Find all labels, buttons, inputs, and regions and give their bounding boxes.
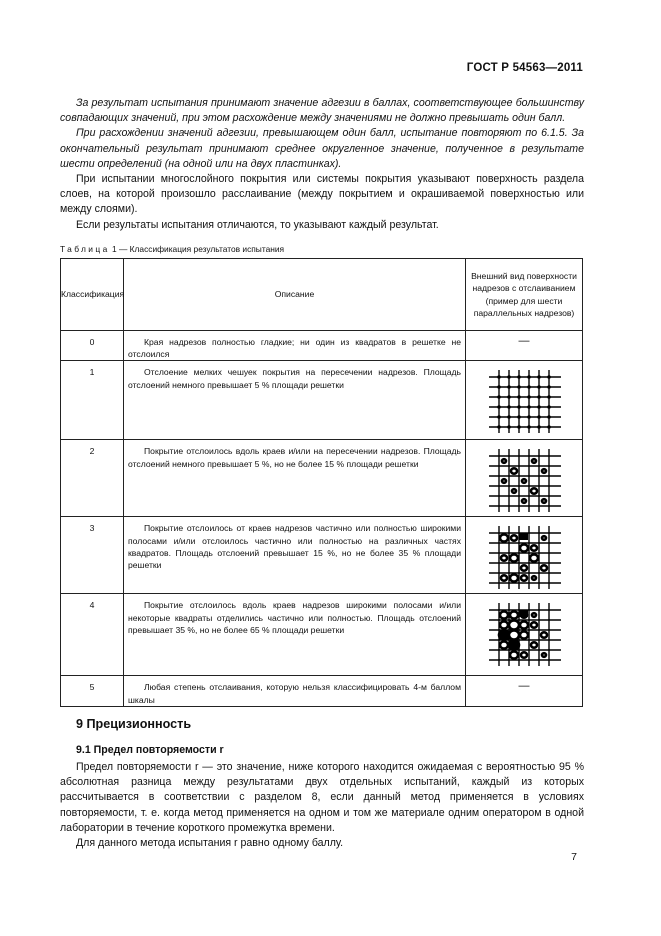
detached-area (499, 631, 509, 640)
detached-area (519, 610, 528, 617)
crosshatch-grade-2-image (483, 446, 565, 512)
table-row (61, 331, 583, 361)
table-row (61, 440, 583, 517)
flake-mark (517, 426, 521, 430)
class-description (124, 594, 466, 676)
flake-mark (547, 406, 551, 410)
detached-area (501, 576, 507, 581)
detached-area (500, 622, 508, 629)
flake-mark (527, 416, 531, 420)
detached-area (522, 500, 526, 504)
flake-mark (527, 406, 531, 410)
flake-mark (537, 386, 541, 390)
table-caption-prefix: Таблица (60, 244, 110, 254)
detached-area (531, 546, 537, 551)
flake-mark (497, 386, 501, 390)
flake-mark (537, 376, 541, 380)
flake-mark (547, 416, 551, 420)
intro-paragraph-1: За результат испытания принимают значение адгезии в баллах, соответствующее большинству совпадающих значений, при этом расхождение между значениями не должно превышать один балл. (60, 97, 584, 125)
header-description: Описание (124, 259, 466, 331)
detached-area (510, 652, 518, 659)
flake-mark (497, 376, 501, 380)
description-text: Покрытие отслоилось вдоль краев и/или на пересечении надрезов. Площадь отслоений немного превышает 5 %, но не более 15 % площади решетки (128, 446, 461, 469)
flake-mark (517, 406, 521, 410)
detached-area (532, 577, 536, 581)
detached-area (510, 575, 518, 582)
detached-area (530, 555, 538, 562)
detached-area (510, 612, 518, 619)
detached-area (541, 633, 547, 638)
detached-area (509, 621, 519, 630)
detached-area (541, 566, 547, 571)
table-caption-text: 1 — Классификация результатов испытания (111, 244, 285, 254)
class-description (124, 440, 466, 517)
class-value: 3 (61, 517, 124, 594)
class-description (124, 676, 466, 706)
flake-mark (517, 386, 521, 390)
table-row (61, 361, 583, 440)
header-classification: Классификация (61, 259, 124, 331)
detached-area (521, 566, 527, 571)
detached-area (522, 480, 526, 484)
intro-paragraph-3: При испытании многослойного покрытия или системы покрытия указывают поверхность раздела слоев, на которой произошло расслаивание (между покрытием и окрашиваемой поверхностью или между слоями). (60, 173, 584, 216)
table-row (61, 676, 583, 706)
crosshatch-grade-4-image (483, 600, 565, 666)
detached-area (520, 622, 528, 629)
detached-area (531, 643, 537, 648)
detached-area (542, 654, 546, 658)
detached-area (520, 545, 528, 552)
classification-table (60, 258, 583, 707)
flake-mark (547, 376, 551, 380)
detached-area (542, 500, 546, 504)
standard-number: ГОСТ Р 54563—2011 (466, 62, 583, 74)
description-text: Покрытие отслоилось от краев надрезов частично или полностью широкими полосами и/или отслоилось частично или полностью на различных частях квадратов. Площадь отслоений превышает 15 %, но не более 35 % площади решетки (128, 523, 461, 571)
detached-area (500, 642, 508, 649)
appearance-cell (466, 676, 583, 706)
detached-area (521, 653, 527, 658)
crosshatch-grade-1-image (483, 367, 565, 433)
flake-mark (507, 406, 511, 410)
table-caption (60, 244, 284, 254)
subsection-title: 9.1 Предел повторяемости r (76, 744, 224, 756)
page-number: 7 (571, 851, 577, 863)
flake-mark (517, 376, 521, 380)
detached-area (509, 631, 519, 640)
class-description (124, 361, 466, 440)
crosshatch-grade-3-image (483, 523, 565, 589)
detached-area (531, 489, 537, 494)
class-description (124, 517, 466, 594)
detached-area (511, 536, 517, 541)
appearance-cell (466, 517, 583, 594)
detached-area (500, 535, 508, 542)
flake-mark (517, 396, 521, 400)
description-text: Отслоение мелких чешуек покрытия на пересечении надрезов. Площадь отслоений немного превышает 5 % площади решетки (128, 367, 461, 390)
intro-paragraphs (60, 96, 584, 233)
detached-area (542, 537, 546, 541)
detached-area (502, 460, 506, 464)
detached-area (531, 623, 537, 628)
no-image-dash: — (518, 680, 530, 693)
flake-mark (537, 406, 541, 410)
section-body (60, 760, 584, 851)
flake-mark (537, 416, 541, 420)
flake-mark (497, 426, 501, 430)
appearance-cell (466, 594, 583, 676)
detached-area (521, 576, 527, 581)
appearance-cell (466, 331, 583, 361)
description-text: Покрытие отслоилось вдоль краев надрезов широкими полосами и/или некоторые квадраты отделились частично или полностью. Площадь отслоений превышает 35 %, но не более 65 % площади решетки (128, 600, 461, 635)
flake-mark (537, 396, 541, 400)
detached-area (502, 480, 506, 484)
flake-mark (507, 426, 511, 430)
appearance-cell (466, 440, 583, 517)
no-image-dash: — (518, 335, 530, 347)
flake-mark (527, 376, 531, 380)
detached-area (511, 469, 517, 474)
description-text: Края надрезов полностью гладкие; ни один из квадратов в решетке не отслоился (128, 337, 461, 360)
appearance-cell (466, 361, 583, 440)
flake-mark (507, 376, 511, 380)
detached-area (510, 555, 518, 562)
class-value: 0 (61, 331, 124, 361)
flake-mark (527, 386, 531, 390)
flake-mark (507, 386, 511, 390)
detached-area (532, 614, 536, 618)
detached-area (532, 460, 536, 464)
detached-area (519, 533, 528, 540)
intro-paragraph-4: Если результаты испытания отличаются, то указывают каждый результат. (76, 218, 439, 231)
detached-area (512, 490, 516, 494)
table-row (61, 594, 583, 676)
flake-mark (497, 416, 501, 420)
detached-area (501, 556, 507, 561)
flake-mark (527, 396, 531, 400)
flake-mark (517, 416, 521, 420)
detached-area (500, 612, 508, 619)
class-description (124, 331, 466, 361)
intro-paragraph-2: При расхождении значений адгезии, превышающем один балл, испытание повторяют по 6.1.5. За окончательный результат принимают среднее округленное значение, полученное в результате шести определений (на одной или на двух пластинках). (60, 127, 584, 170)
flake-mark (527, 426, 531, 430)
header-appearance: Внешний вид поверхности надрезов с отслаиванием (пример для шести параллельных надрезов) (466, 259, 583, 331)
flake-mark (507, 416, 511, 420)
flake-mark (507, 396, 511, 400)
detached-area (542, 470, 546, 474)
class-value: 2 (61, 440, 124, 517)
flake-mark (547, 396, 551, 400)
class-value: 4 (61, 594, 124, 676)
flake-mark (497, 406, 501, 410)
class-value: 1 (61, 361, 124, 440)
flake-mark (537, 426, 541, 430)
repeatability-paragraph: Предел повторяемости r — это значение, ниже которого находится ожидаемая с вероятностью 95 % абсолютная разница между результатами двух отдельных испытаний, каждый из которых рассчитывается в соответствии с разделом 8, если данный метод применяется в условиях повторяемости, т. е. когда метод применяется на одном и том же материале одним оператором в одной лаборатории в течение короткого промежутка времени. (60, 761, 584, 834)
repeatability-value-paragraph: Для данного метода испытания r равно одному баллу. (76, 837, 344, 850)
table-row (61, 517, 583, 594)
flake-mark (547, 426, 551, 430)
table-header-row (61, 259, 583, 331)
class-value: 5 (61, 676, 124, 706)
flake-mark (547, 386, 551, 390)
flake-mark (497, 396, 501, 400)
description-text: Любая степень отслаивания, которую нельзя классифицировать 4-м баллом шкалы (128, 682, 461, 705)
detached-area (509, 641, 518, 649)
detached-area (520, 632, 528, 639)
section-title: 9 Прецизионность (76, 717, 192, 731)
